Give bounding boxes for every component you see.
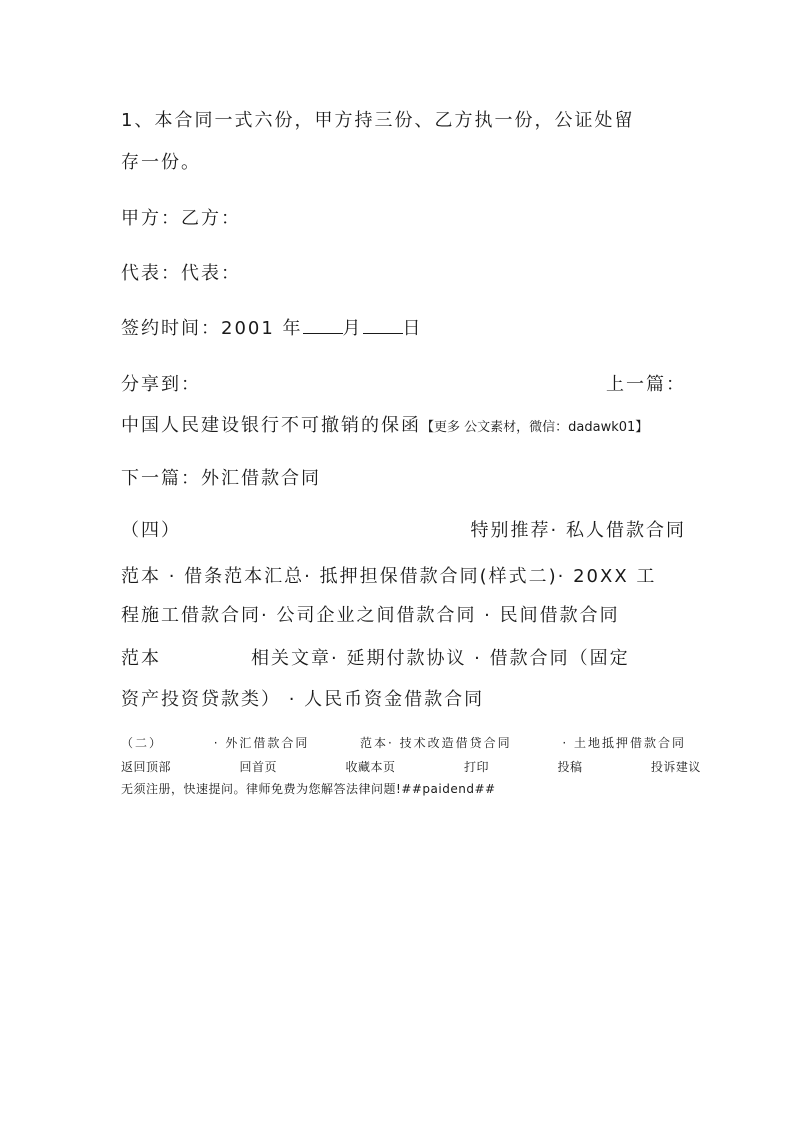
small-link-1[interactable]: · 外汇借款合同 <box>213 736 310 750</box>
next-article-link[interactable]: 下一篇：外汇借款合同 <box>121 468 321 489</box>
signing-date-line <box>121 314 686 340</box>
nav-home[interactable]: 回首页 <box>239 760 277 774</box>
prev-article-line <box>121 411 686 437</box>
representative-text: 代表：代表： <box>121 263 241 284</box>
party-line <box>121 204 686 230</box>
recommend-line-3 <box>121 601 686 627</box>
next-article-line <box>121 464 686 490</box>
nav-print[interactable]: 打印 <box>463 760 489 774</box>
party-text: 甲方：乙方： <box>121 208 241 229</box>
representative-line <box>121 259 686 285</box>
prev-label: 上一篇： <box>606 374 686 395</box>
month-blank <box>303 319 343 334</box>
small-link-3[interactable]: · 土地抵押借款合同 <box>562 736 686 750</box>
clause-line-2 <box>121 148 686 174</box>
promo-note: 【更多 公文素材，微信：dadawk01】 <box>421 420 649 435</box>
clause-line-1 <box>121 106 686 132</box>
recommend-head[interactable]: 特别推荐· 私人借款合同 <box>470 520 686 541</box>
day-label: 日 <box>402 318 423 339</box>
recommend-links-2[interactable]: 范本 · 借条范本汇总· 抵押担保借款合同(样式二)· 20XX 工 <box>121 566 657 587</box>
small-links-row <box>121 734 686 751</box>
month-label: 月 <box>342 318 363 339</box>
clause-text: 1、本合同一式六份，甲方持三份、乙方执一份，公证处留 <box>121 110 635 131</box>
footer-nav <box>121 758 701 775</box>
small-marker: （二） <box>121 736 164 750</box>
signing-date-prefix: 签约时间：2001 年 <box>121 318 303 339</box>
day-blank <box>363 319 403 334</box>
prev-article-link[interactable]: 中国人民建设银行不可撤销的保函 <box>121 415 421 436</box>
clause-text-cont: 存一份。 <box>121 152 201 173</box>
nav-bookmark[interactable]: 收藏本页 <box>345 760 396 774</box>
recommend-links-4a[interactable]: 范本 <box>121 648 161 669</box>
recommend-links-5[interactable]: 资产投资贷款类） · 人民币资金借款合同 <box>121 689 485 710</box>
nav-back-to-top[interactable]: 返回顶部 <box>121 760 172 774</box>
recommend-links-3[interactable]: 程施工借款合同· 公司企业之间借款合同 · 民间借款合同 <box>121 605 620 626</box>
nav-submit[interactable]: 投稿 <box>557 760 583 774</box>
notice-text: 无须注册，快速提问。律师免费为您解答法律问题!##paidend## <box>121 782 496 796</box>
small-link-2[interactable]: 范本· 技术改造借贷合同 <box>360 736 512 750</box>
footer-notice <box>121 780 686 797</box>
nav-complaint[interactable]: 投诉建议 <box>650 760 701 774</box>
recommend-marker: （四） <box>121 520 181 541</box>
recommend-line-5 <box>121 685 686 711</box>
share-row <box>121 370 686 396</box>
recommend-line-2 <box>121 562 686 588</box>
recommend-line-4 <box>121 644 686 670</box>
share-label: 分享到： <box>121 374 201 395</box>
recommend-line-1 <box>121 516 686 542</box>
related-articles[interactable]: 相关文章· 延期付款协议 · 借款合同（固定 <box>251 648 630 669</box>
